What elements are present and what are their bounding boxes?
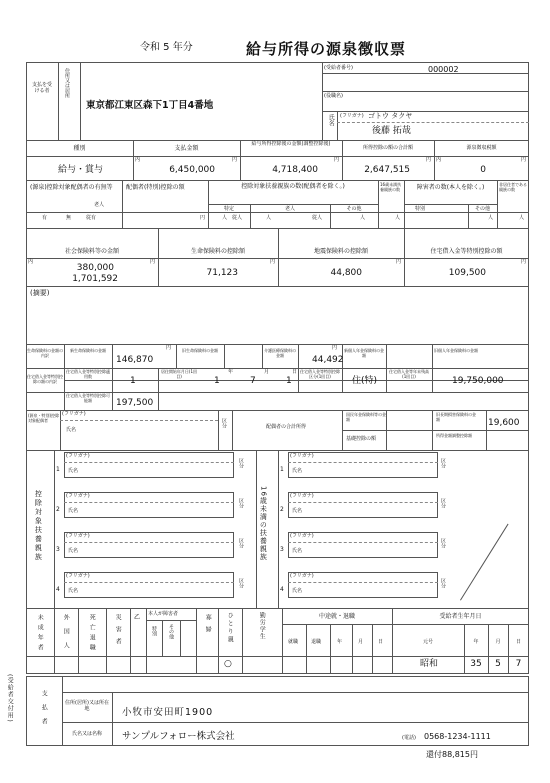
pension-label: 国民年金保険料等の金額: [346, 412, 386, 422]
name-label: 氏名: [68, 588, 79, 594]
payment-amount: 6,450,000: [169, 165, 215, 175]
hire-label: 就職: [288, 639, 299, 645]
furigana-label: (フリガナ): [66, 453, 90, 459]
day-unit: 日: [292, 369, 298, 375]
refund-note: 還付88,815円: [426, 750, 478, 759]
birth-month-label: 月: [495, 639, 501, 645]
name-label: 氏名: [68, 548, 79, 554]
minor-label: 未成年者: [36, 614, 44, 654]
deduction-yen-unit: 円: [426, 157, 432, 163]
specific-label: 特定: [223, 206, 234, 212]
tax-yen-unit: 円: [521, 157, 527, 163]
type-header: 種別: [73, 145, 86, 152]
dependents-right-list: [278, 450, 529, 608]
specific-unit: 人: [222, 215, 228, 221]
birthday-label: 受給者生年月日: [439, 613, 482, 620]
payer-address: 小牧市安田町1900: [122, 707, 214, 718]
housing-deduction-label: 住宅借入金等特別控除の額: [430, 248, 503, 255]
earthquake-yen-unit: 円: [396, 259, 402, 265]
dependents-left-list: [54, 450, 256, 608]
tax-inner-unit: 内: [436, 157, 442, 163]
earthquake-insurance-label: 地震保険料の控除額: [313, 248, 368, 255]
month-unit: 月: [264, 369, 270, 375]
address-label: 住所又は居所: [64, 68, 70, 98]
working-student-label: 勤労学生: [258, 612, 266, 640]
spouse-kubun-label: 区分: [221, 418, 227, 428]
recipient-section-label: 支払を受ける者: [31, 82, 52, 94]
payer-phone: 0568-1234-1111: [424, 732, 491, 741]
social-inner-amount: 380,000: [76, 263, 114, 273]
old-label: 老人: [94, 202, 105, 208]
earthquake-amount: 44,800: [330, 268, 362, 278]
birth-day: 7: [515, 659, 522, 669]
deduction-total-header: 所得控除の額の合計額: [362, 145, 413, 151]
basic-deduction-label: 基礎控除の額: [346, 436, 377, 442]
new-pension-label: 新個人年金保険料の金額: [344, 348, 384, 358]
payment-header: 支払金額: [174, 145, 199, 152]
position-label: (役職名): [324, 93, 343, 99]
kubun-label: 区分: [440, 578, 446, 588]
possible-amount: 197,500: [116, 398, 154, 408]
era-label: 元号: [422, 639, 433, 645]
deductible-dependents-label: 控除対象扶養親族: [34, 490, 43, 562]
tax-header: 源泉徴収税額: [466, 145, 497, 151]
housing-count: 1: [130, 376, 136, 386]
midyear-month-label: 月: [358, 639, 364, 645]
life-yen-unit: 円: [270, 259, 276, 265]
social-yen-unit: 円: [150, 259, 156, 265]
long-term-amount: 19,600: [488, 418, 520, 428]
deduction-total-amount: 2,647,515: [364, 165, 410, 175]
birth-year: 35: [470, 659, 482, 669]
spouse-yes: 有: [42, 215, 48, 221]
income-type: 給与・賞与: [58, 165, 104, 175]
elderly-unit: 人: [266, 215, 272, 221]
disabled-label: 障害者の数(本人を除く。): [416, 184, 485, 191]
row-number: 2: [280, 506, 284, 513]
special-disabled-label: 特別: [414, 206, 425, 212]
care-label: 介護医療保険料の金額: [264, 348, 296, 358]
midyear-year-label: 年: [337, 639, 343, 645]
under16-row: [278, 570, 458, 608]
non-resident-label: 非居住者である親族の数: [499, 182, 527, 192]
furigana-label: (フリガナ): [290, 573, 314, 579]
midyear-label: 中途就・退職: [318, 613, 355, 620]
spouse-label: (源泉・特別)控除対象配偶者: [28, 413, 60, 423]
under16-label: 16歳未満扶養親族の数: [380, 182, 402, 192]
midyear-day-label: 日: [378, 639, 384, 645]
recipient-address: 東京都江東区森下1丁目4番地: [86, 100, 214, 111]
payment-yen-unit: 円: [232, 157, 238, 163]
housing-yen-unit: 円: [521, 259, 527, 265]
elderly-label: 老人: [284, 206, 295, 212]
recipient-number: 000002: [428, 65, 459, 74]
kubun-label: 区分: [440, 498, 446, 508]
move-in-day: 1: [286, 376, 292, 386]
kubun-label: 区分: [440, 458, 446, 468]
name-label: 氏名: [292, 508, 303, 514]
recipient-number-label: (受給者番号): [324, 65, 353, 71]
furigana-label: (フリガナ): [66, 533, 90, 539]
furigana-label: (フリガナ): [290, 453, 314, 459]
kubun-label: 区分: [238, 578, 244, 588]
foreign-label: 外国人: [62, 614, 70, 656]
spouse-exists-label: (源泉)控除対象配偶者の有無等: [30, 184, 113, 191]
new-life-label: 新生命保険料の金額: [70, 348, 106, 353]
self-special-label: 特別: [151, 626, 157, 636]
payer-name: サンプルフォロー株式会社: [122, 731, 235, 742]
spouse-name-label: 氏名: [66, 427, 77, 433]
specific-juunin: 従人: [232, 215, 243, 221]
housing-category: 住(特): [352, 376, 378, 386]
life-amount: 71,123: [206, 268, 238, 278]
balance-amount: 19,750,000: [452, 376, 504, 386]
dependent-row: [54, 450, 256, 490]
recipient-name: 後藤 拓哉: [372, 126, 411, 136]
payer-name-label: 氏名又は名称: [71, 731, 102, 737]
after-deduction-amount: 4,718,400: [272, 165, 318, 175]
under16-row: [278, 490, 458, 530]
new-life-yen: 円: [166, 345, 172, 351]
self-other-label: その他: [168, 624, 174, 639]
other-unit: 人: [360, 215, 366, 221]
row-number: 4: [280, 586, 284, 593]
tax-amount: 0: [480, 165, 486, 175]
under16-dependents-label: 16歳未満の扶養親族: [259, 486, 268, 561]
social-insurance-label: 社会保険料等の金額: [64, 248, 119, 255]
adjust-label: 所得金額調整控除額: [436, 433, 472, 438]
move-in-month: 7: [250, 376, 256, 386]
name-label: 氏名: [292, 548, 303, 554]
kubun-label: 区分: [440, 538, 446, 548]
old-pension-label: 旧個人年金保険料の金額: [434, 348, 478, 353]
spouse-juunin: 従有: [86, 215, 97, 221]
year-unit: 年: [228, 369, 234, 375]
name-label: 氏名: [327, 114, 335, 126]
move-in-year: 1: [214, 376, 220, 386]
dependent-row: [54, 490, 256, 530]
dependent-row: [54, 530, 256, 570]
form-title: 給与所得の源泉徴収票: [246, 40, 407, 58]
birth-year-label: 年: [473, 639, 479, 645]
social-amount: 1,701,592: [72, 274, 118, 284]
spouse-yen-unit: 円: [200, 215, 206, 221]
elderly-juunin: 従人: [312, 215, 323, 221]
name-label: 氏名: [68, 468, 79, 474]
name-label: 氏名: [292, 468, 303, 474]
old-life-label: 旧生命保険料の金額: [182, 348, 218, 353]
care-amount: 44,492: [312, 355, 344, 365]
housing-count-label: 住宅借入金等特別控除適用数: [66, 369, 110, 379]
row-number: 3: [280, 546, 284, 553]
disabled-unit: 人: [488, 215, 494, 221]
otsu-label: 乙: [134, 614, 141, 621]
spouse-furigana-label: (フリガナ): [62, 411, 86, 417]
era-value: 昭和: [420, 659, 439, 669]
single-parent-label: ひとり親: [226, 612, 234, 644]
row-number: 1: [280, 466, 284, 473]
other-disabled-label: その他: [474, 206, 490, 212]
single-parent-mark: ○: [224, 659, 232, 669]
row-number: 4: [56, 586, 60, 593]
move-in-label: 居住開始年月日(1回目): [160, 369, 198, 379]
self-disabled-label: 本人が障害者: [148, 611, 179, 617]
social-inner-unit: 内: [28, 259, 34, 265]
disaster-label: 災害者: [114, 614, 122, 650]
retire-label: 退職: [311, 639, 322, 645]
long-term-label: 旧長期損害保険料の金額: [436, 412, 476, 422]
row-number: 2: [56, 506, 60, 513]
housing-breakdown-label: 住宅借入金等特別控除の額の内訳: [27, 374, 63, 384]
dependent-row: [54, 570, 256, 608]
after-yen-unit: 円: [334, 157, 340, 163]
housing-amount: 109,500: [448, 268, 486, 278]
housing-category-label: 住宅借入金等特別控除区分(1回目): [300, 369, 340, 379]
widow-label: 寡婦: [204, 614, 212, 638]
kubun-label: 区分: [238, 458, 244, 468]
furigana-label: (フリガナ): [340, 113, 364, 119]
under16-row: [278, 450, 458, 490]
year-label: 令和 5 年分: [140, 42, 193, 53]
after-deduction-header: 給与所得控除後の金額(調整控除後): [251, 141, 331, 147]
spouse-income-label: 配偶者の合計所得: [266, 424, 307, 430]
recipient-furigana: ゴトウ タクヤ: [368, 112, 413, 120]
under16-unit: 人: [395, 215, 401, 221]
furigana-label: (フリガナ): [66, 573, 90, 579]
other-label: その他: [346, 206, 362, 212]
name-label: 氏名: [292, 588, 303, 594]
name-label: 氏名: [68, 508, 79, 514]
row-number: 3: [56, 546, 60, 553]
death-retire-label: 死亡退職: [88, 614, 96, 654]
spouse-special-label: 配偶者(特別)控除の額: [126, 184, 185, 191]
furigana-label: (フリガナ): [66, 493, 90, 499]
furigana-label: (フリガナ): [290, 533, 314, 539]
non-resident-unit: 人: [519, 215, 525, 221]
new-life-amount: 146,870: [116, 355, 154, 365]
summary-label: (摘要): [30, 289, 50, 297]
kubun-label: 区分: [238, 538, 244, 548]
birth-month: 5: [495, 659, 501, 669]
life-insurance-label: 生命保険料の控除額: [190, 248, 245, 255]
payer-address-label: 住所(居所)又は所在地: [65, 700, 109, 712]
payment-inner-unit: 内: [135, 157, 141, 163]
kubun-label: 区分: [238, 498, 244, 508]
life-breakdown-label: 生命保険料の金額の内訳: [27, 348, 63, 358]
recipient-copy-label: (受給者交付用): [6, 674, 14, 723]
payer-section-label: 支払者: [40, 690, 48, 732]
birth-day-label: 日: [515, 639, 521, 645]
row-number: 1: [56, 466, 60, 473]
spouse-no: 無: [66, 215, 72, 221]
under16-row: [278, 530, 458, 570]
care-yen: 円: [332, 345, 338, 351]
possible-label: 住宅借入金等特別控除可能額: [66, 393, 110, 403]
phone-label: (電話): [402, 735, 416, 741]
furigana-label: (フリガナ): [290, 493, 314, 499]
balance-label: 住宅借入金等年末残高(1回目): [389, 369, 429, 379]
dependent-count-label: 控除対象扶養親族の数(配偶者を除く。): [241, 183, 345, 190]
